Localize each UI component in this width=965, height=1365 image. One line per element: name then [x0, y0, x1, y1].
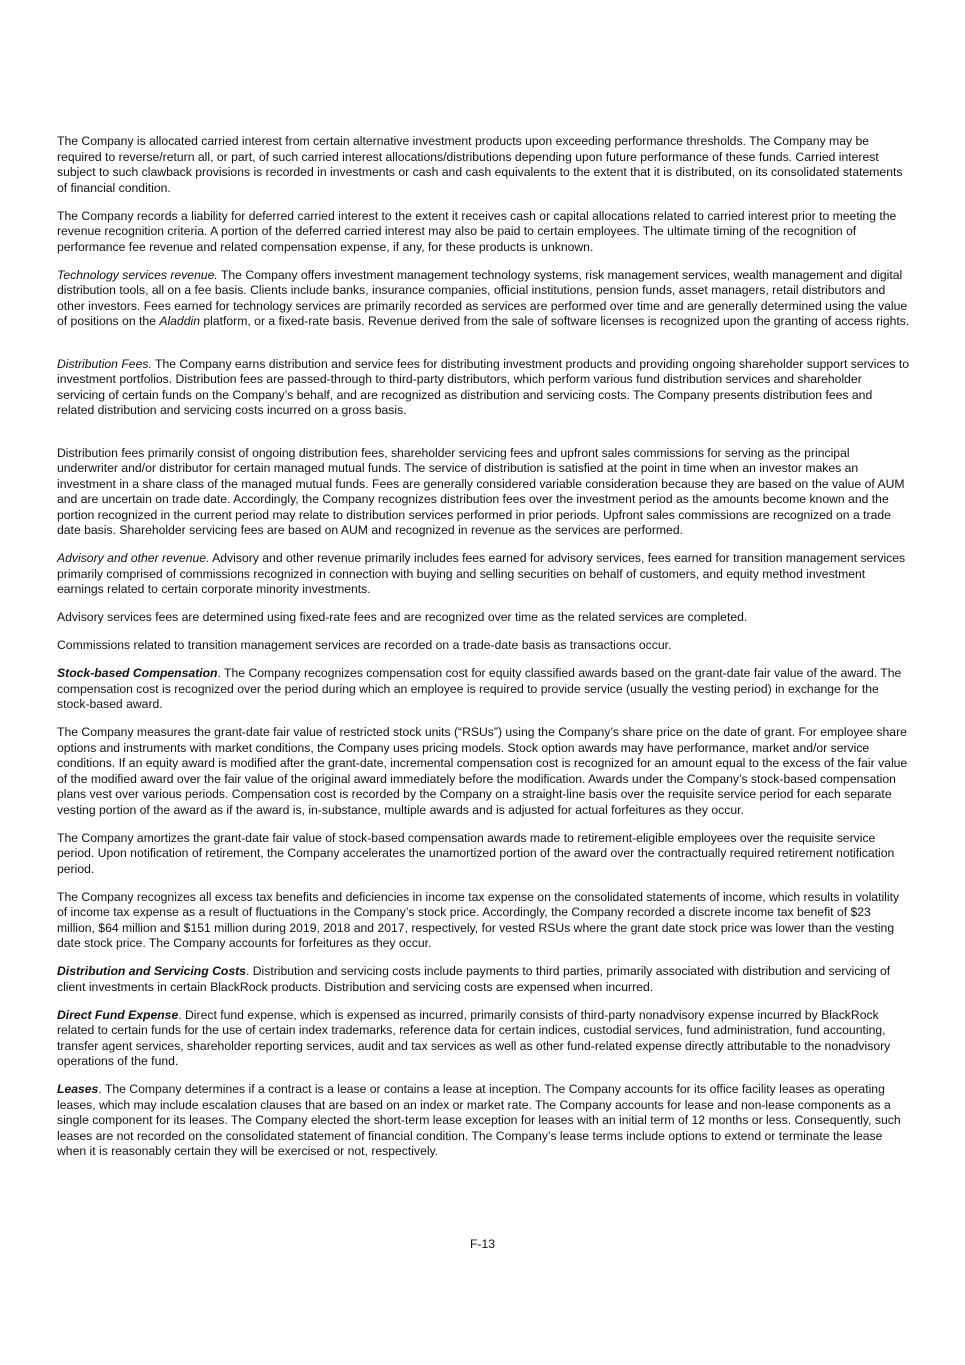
heading-distribution-servicing-costs: Distribution and Servicing Costs	[57, 964, 246, 978]
paragraph-direct-fund-expense: Direct Fund Expense. Direct fund expense, which is expensed as incurred, primarily consists of third-party nonadvisory expense incurred by BlackRock related to certain funds for the use of certain index trademarks, reference data for certain indices, custodial services, fund administration, fund accounting, transfer agent services, shareholder reporting services, audit and tax services as well as other fund-related expense directly attributable to the nonadvisory operations of the fund.	[57, 1007, 891, 1068]
heading-direct-fund-expense: Direct Fund Expense	[57, 1007, 179, 1022]
paragraph-technology-services: Technology services revenue. The Company offers investment management technology systems, risk management services, wealth management and digital distribution tools, all on a fee basis. Clients include banks, insurance companies, official institutions, pension funds, asset managers, retail distributors and other investors. Fees earned for technology services are primarily recorded as services are performed over time and are generally determined using the value of positions on the Aladdin platform, or a fixed-rate basis. Revenue derived from the sale of software licenses is recognized upon the granting of access rights.	[57, 267, 910, 328]
paragraph-retirement-eligible: The Company amortizes the grant-date fair value of stock-based compensation awards made to retirement-eligible employees over the requisite service period. Upon notification of retirement, the Company accelerates the unamortized portion of the award over the contractually required retirement notification period.	[57, 830, 895, 876]
heading-distribution-fees: Distribution Fees.	[57, 356, 152, 371]
paragraph-distribution-fees-detail: Distribution fees primarily consist of ongoing distribution fees, shareholder servicing fees and upfront sales commissions for serving as the principal underwriter and/or distributor for certain managed mutual funds. The service of distribution is satisfied at the point in time when an investor makes an investment in a share class of the managed mutual funds. Fees are generally considered variable consideration because they are based on the value of AUM and are uncertain on trade date. Accordingly, the Company recognizes distribution fees over the investment period as the amounts become known and the portion recognized in the current period may relate to distribution services performed in prior periods. Upfront sales commissions are recognized on a trade date basis. Shareholder servicing fees are based on AUM and recognized in revenue as the services are performed.	[57, 445, 905, 537]
paragraph-excess-tax-benefits: The Company recognizes all excess tax benefits and deficiencies in income tax expense on the consolidated statements of income, which results in volatility of income tax expense as a result of fluctuations in the Company’s stock price. Accordingly, the Company recorded a discrete income tax benefit of $23 million, $64 million and $151 million during 2019, 2018 and 2017, respectively, for vested RSUs where the grant date stock price was lower than the vesting date stock price. The Company accounts for forfeitures as they occur.	[57, 889, 900, 950]
page-number: F-13	[469, 1237, 496, 1251]
paragraph-advisory-revenue: Advisory and other revenue. Advisory and other revenue primarily includes fees earned for advisory services, fees earned for transition management services primarily comprised of commissions recognized in connection with buying and selling securities on behalf of customers, and equity method investment earnings related to certain corporate minority investments.	[57, 551, 906, 596]
paragraph-advisory-fees: Advisory services fees are determined using fixed-rate fees and are recognized over time as the related services are completed.	[57, 610, 748, 624]
paragraph-distribution-fees: Distribution Fees. The Company earns distribution and service fees for distributing investment products and providing ongoing shareholder support services to investment portfolios. Distribution fees are passed-through to third-party distributors, which perform various fund distribution services and shareholder servicing of certain funds on the Company’s behalf, and are recognized as distribution and servicing costs. The Company presents distribution fees and related distribution and servicing costs incurred on a gross basis.	[57, 356, 910, 417]
paragraph-carried-interest: The Company is allocated carried interest from certain alternative investment products upon exceeding performance thresholds. The Company may be required to reverse/return all, or part, of such carried interest allocations/distributions depending upon future performance of these funds. Carried interest subject to such clawback provisions is recorded in investments or cash and cash equivalents to the extent that it is distributed, on its consolidated statements of financial condition.	[57, 134, 903, 195]
paragraph-leases: Leases. The Company determines if a contract is a lease or contains a lease at inception. The Company accounts for its office facility leases as operating leases, which may include escalation clauses that are based on an index or market rate. The Company accounts for lease and non-lease components as a single component for its leases. The Company elected the short-term lease exception for leases with an initial term of 12 months or less. Consequently, such leases are not recorded on the consolidated statement of financial condition. The Company’s lease terms include options to extend or terminate the lease when it is reasonably certain they will be exercised or not, respectively.	[57, 1082, 901, 1158]
heading-stock-based-compensation: Stock-based Compensation	[57, 666, 218, 680]
paragraph-commissions: Commissions related to transition management services are recorded on a trade-date basis as transactions occur.	[57, 638, 672, 652]
paragraph-rsu-valuation: The Company measures the grant-date fair value of restricted stock units (“RSUs”) using the Company’s share price on the date of grant. For employee share options and instruments with market conditions, the Company uses pricing models. Stock option awards may have performance, market and/or service conditions. If an equity award is modified after the grant-date, incremental compensation cost is recognized for an amount equal to the excess of the fair value of the modified award over the fair value of the original award immediately before the modification. Awards under the Company’s stock-based compensation plans vest over various periods. Compensation cost is recorded by the Company on a straight-line basis over the requisite service period for each separate vesting portion of the award as if the award is, in-substance, multiple awards and is adjusted for actual forfeitures as they occur.	[57, 725, 908, 817]
heading-leases: Leases	[57, 1082, 99, 1096]
paragraph-stock-based-compensation: Stock-based Compensation. The Company recognizes compensation cost for equity classified awards based on the grant-date fair value of the award. The compensation cost is recognized over the period during which an employee is required to provide service (usually the vesting period) in exchange for the stock-based award.	[57, 666, 902, 711]
document-body	[57, 134, 911, 1172]
paragraph-distribution-servicing-costs: Distribution and Servicing Costs. Distribution and servicing costs include payments to third parties, primarily associated with distribution and servicing of client investments in certain BlackRock products. Distribution and servicing costs are expensed when incurred.	[57, 964, 891, 994]
heading-advisory-revenue: Advisory and other revenue.	[57, 551, 210, 565]
aladdin-term: Aladdin	[159, 314, 200, 328]
heading-technology-services: Technology services revenue.	[57, 267, 218, 282]
paragraph-deferred-carried-interest: The Company records a liability for deferred carried interest to the extent it receives cash or capital allocations related to carried interest prior to meeting the revenue recognition criteria. A portion of the deferred carried interest may also be paid to certain employees. The ultimate timing of the recognition of performance fee revenue and related compensation expense, if any, for these products is unknown.	[57, 208, 897, 254]
